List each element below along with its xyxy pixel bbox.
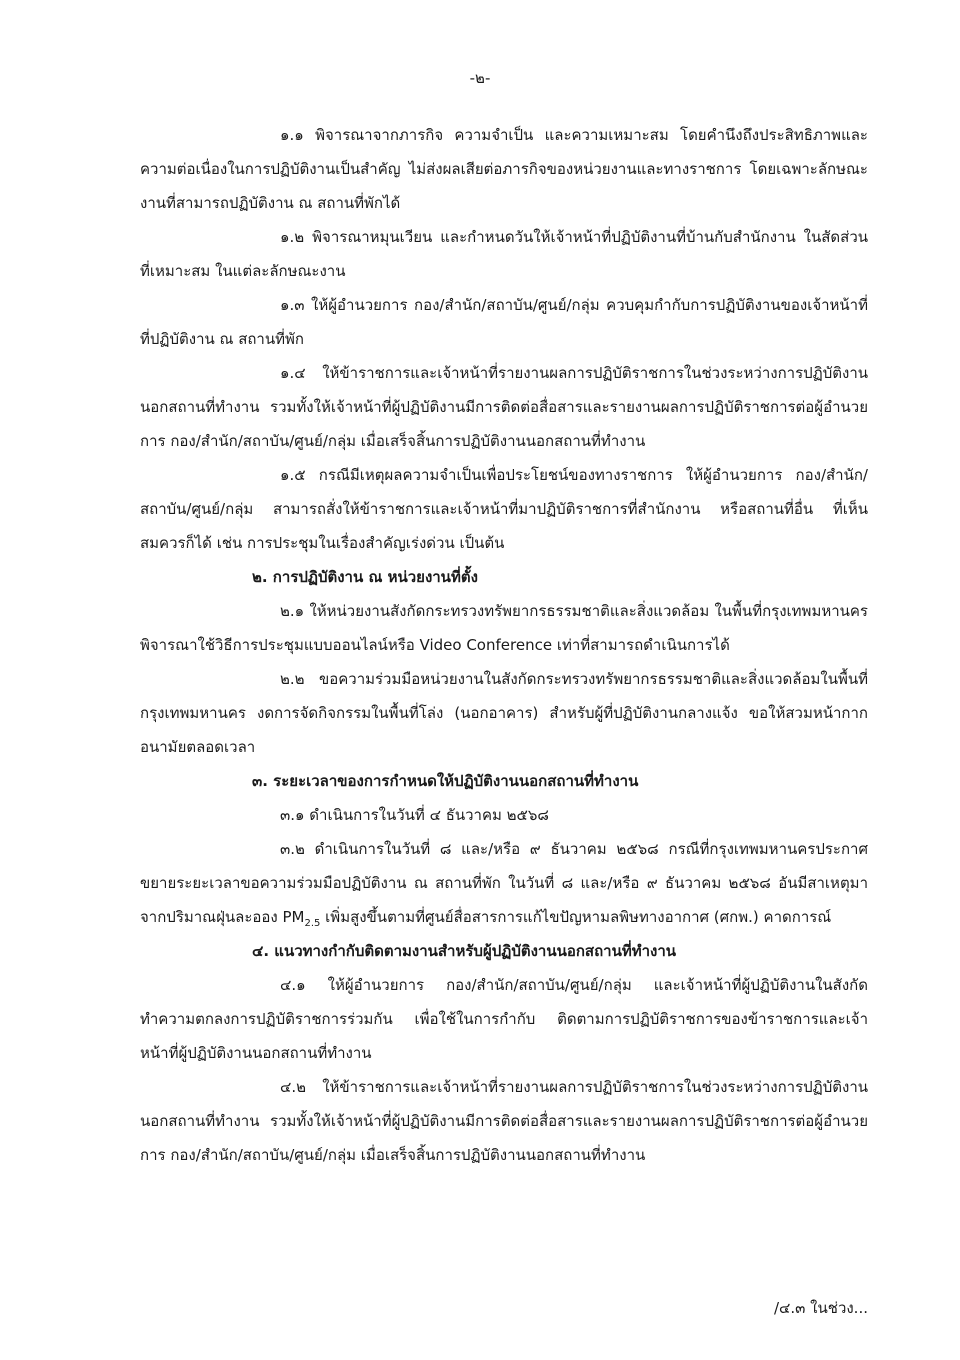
paragraph-3-2 xyxy=(140,832,868,934)
paragraph-4-2: ๔.๒ ให้ข้าราชการและเจ้าหน้าที่รายงานผลการปฏิบัติราชการในช่วงระหว่างการปฏิบัติงานนอกสถานที่ทำงาน รวมทั้งให้เจ้าหน้าที่ผู้ปฏิบัติงานมีการติดต่อสื่อสารและรายงานผลการปฏิบัติราชการต่อผู้อำนวยการ กอง/สำนัก/สถาบัน/ศูนย์/กลุ่ม เมื่อเสร็จสิ้นการปฏิบัติงานนอกสถานที่ทำงาน xyxy=(140,1078,868,1164)
section-heading-4: ๔. แนวทางกำกับติดตามงานสำหรับผู้ปฏิบัติงานนอกสถานที่ทำงาน xyxy=(252,942,677,960)
paragraph-1-5: ๑.๕ กรณีมีเหตุผลความจำเป็นเพื่อประโยชน์ของทางราชการ ให้ผู้อำนวยการ กอง/สำนัก/สถาบัน/ศูนย์/กลุ่ม สามารถสั่งให้ข้าราชการและเจ้าหน้าที่มาปฏิบัติราชการที่สำนักงาน หรือสถานที่อื่น ที่เห็นสมควรก็ได้ เช่น การประชุมในเรื่องสำคัญเร่งด่วน เป็นต้น xyxy=(140,466,868,552)
page-number: -๒- xyxy=(469,69,491,87)
paragraph-1-1: ๑.๑ พิจารณาจากภารกิจ ความจำเป็น และความเหมาะสม โดยคำนึงถึงประสิทธิภาพและความต่อเนื่องในการปฏิบัติงานเป็นสำคัญ ไม่ส่งผลเสียต่อภารกิจของหน่วยงานและทางราชการ โดยเฉพาะลักษณะงานที่สามารถปฏิบัติงาน ณ สถานที่พักได้ xyxy=(140,126,868,212)
paragraph-1-2: ๑.๒ พิจารณาหมุนเวียน และกำหนดวันให้เจ้าหน้าที่ปฏิบัติงานที่บ้านกับสำนักงาน ในสัดส่วนที่เหมาะสม ในแต่ละลักษณะงาน xyxy=(140,228,868,280)
paragraph-1-3: ๑.๓ ให้ผู้อำนวยการ กอง/สำนัก/สถาบัน/ศูนย์/กลุ่ม ควบคุมกำกับการปฏิบัติงานของเจ้าหน้าที่ที่ปฏิบัติงาน ณ สถานที่พัก xyxy=(140,296,868,348)
paragraph-2-2: ๒.๒ ขอความร่วมมือหน่วยงานในสังกัดกระทรวงทรัพยากรธรรมชาติและสิ่งแวดล้อมในพื้นที่กรุงเทพมหานคร งดการจัดกิจกรรมในพื้นที่โล่ง (นอกอาคาร) สำหรับผู้ที่ปฏิบัติงานกลางแจ้ง ขอให้สวมหน้ากากอนามัยตลอดเวลา xyxy=(140,670,868,756)
continuation-note: /๔.๓ ในช่วง... xyxy=(773,1299,868,1317)
paragraph-1-4: ๑.๔ ให้ข้าราชการและเจ้าหน้าที่รายงานผลการปฏิบัติราชการในช่วงระหว่างการปฏิบัติงานนอกสถานที่ทำงาน รวมทั้งให้เจ้าหน้าที่ผู้ปฏิบัติงานมีการติดต่อสื่อสารและรายงานผลการปฏิบัติราชการต่อผู้อำนวยการ กอง/สำนัก/สถาบัน/ศูนย์/กลุ่ม เมื่อเสร็จสิ้นการปฏิบัติงานนอกสถานที่ทำงาน xyxy=(140,364,868,450)
paragraph-2-1: ๒.๑ ให้หน่วยงานสังกัดกระทรวงทรัพยากรธรรมชาติและสิ่งแวดล้อม ในพื้นที่กรุงเทพมหานครพิจารณาใช้วิธีการประชุมแบบออนไลน์หรือ Video Conference เท่าที่สามารถดำเนินการได้ xyxy=(140,602,868,654)
paragraph-4-1: ๔.๑ ให้ผู้อำนวยการ กอง/สำนัก/สถาบัน/ศูนย์/กลุ่ม และเจ้าหน้าที่ผู้ปฏิบัติงานในสังกัดทำความตกลงการปฏิบัติราชการร่วมกัน เพื่อใช้ในการกำกับ ติดตามการปฏิบัติราชการของข้าราชการและเจ้าหน้าที่ผู้ปฏิบัติงานนอกสถานที่ทำงาน xyxy=(140,976,868,1062)
section-heading-2: ๒. การปฏิบัติงาน ณ หน่วยงานที่ตั้ง xyxy=(252,568,478,586)
section-heading-3: ๓. ระยะเวลาของการกำหนดให้ปฏิบัติงานนอกสถานที่ทำงาน xyxy=(252,772,639,790)
paragraph-3-2-text-before: ๓.๒ ดำเนินการในวันที่ ๘ และ/หรือ ๙ ธันวาคม ๒๕๖๘ กรณีที่กรุงเทพมหานครประกาศขยายระยะเวลาขอความร่วมมือปฏิบัติงาน ณ สถานที่พัก ในวันที่ ๘ และ/หรือ ๙ ธันวาคม ๒๕๖๘ อันมีสาเหตุมาจากปริมาณฝุ่นละออง PM xyxy=(140,840,868,926)
pm-subscript: 2.5 xyxy=(304,918,321,929)
document-body xyxy=(140,118,868,1172)
paragraph-3-2-text-after: เพิ่มสูงขึ้นตามที่ศูนย์สื่อสารการแก้ไขปัญหามลพิษทางอากาศ (ศกพ.) คาดการณ์ xyxy=(320,908,832,926)
paragraph-3-1: ๓.๑ ดำเนินการในวันที่ ๔ ธันวาคม ๒๕๖๘ xyxy=(280,806,549,824)
